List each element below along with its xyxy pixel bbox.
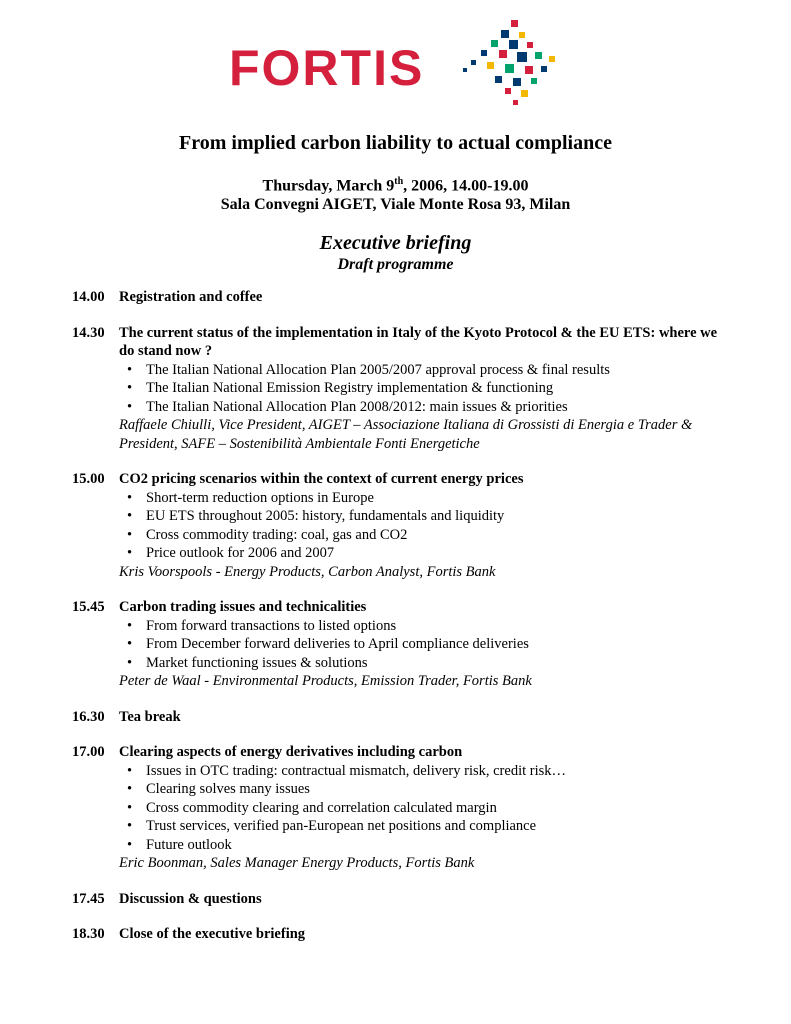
topic-item: • Cross commodity clearing and correlation calculated margin: [119, 799, 732, 818]
briefing-subtitle: Draft programme: [337, 256, 454, 273]
session-heading: [72, 743, 732, 762]
programme-agenda: [72, 288, 732, 961]
date-prefix: Thursday, March 9: [262, 177, 395, 195]
session-speaker: Eric Boonman, Sales Manager Energy Products, Fortis Bank: [119, 855, 475, 871]
session-title: CO2 pricing scenarios within the context of current energy prices: [119, 471, 524, 487]
session-body: [119, 617, 732, 691]
agenda-session: [72, 598, 732, 691]
topic-list: [119, 489, 732, 563]
session-body: [119, 361, 732, 454]
date-suffix: , 2006, 14.00-19.00: [403, 177, 529, 195]
topic-item: • The Italian National Allocation Plan 2005/2007 approval process & final results: [119, 361, 732, 380]
agenda-session: [72, 470, 732, 581]
session-body: [119, 762, 732, 873]
topic-item: • The Italian National Allocation Plan 2008/2012: main issues & priorities: [119, 398, 732, 417]
session-time: 17.45: [72, 890, 105, 907]
session-time: 14.00: [72, 289, 105, 305]
agenda-session: [72, 743, 732, 873]
session-time: 18.30: [72, 926, 105, 942]
session-title: Carbon trading issues and technicalities: [119, 599, 367, 615]
topic-item: • Short-term reduction options in Europe: [119, 489, 732, 508]
session-title: The current status of the implementation in Italy of the Kyoto Protocol & the EU ETS: where we do stand now ?: [119, 324, 718, 359]
session-speaker: Kris Voorspools - Energy Products, Carbon Analyst, Fortis Bank: [119, 563, 496, 580]
session-heading: [72, 470, 732, 489]
session-title: Close of the executive briefing: [119, 926, 306, 942]
topic-item: • Future outlook: [119, 836, 732, 855]
session-time: 14.30: [72, 324, 105, 341]
agenda-session: [72, 925, 732, 944]
topic-item: • Cross commodity trading: coal, gas and CO2: [119, 526, 732, 545]
topic-list: [119, 762, 732, 855]
date-line: [0, 176, 791, 195]
session-heading: [72, 708, 732, 727]
logo-wordmark: FORTIS: [229, 40, 425, 96]
session-heading: [72, 925, 732, 944]
topic-item: • From December forward deliveries to April compliance deliveries: [119, 635, 732, 654]
date-ordinal-suffix: th: [394, 176, 404, 187]
session-time: 15.00: [72, 471, 105, 487]
session-heading: [72, 890, 732, 909]
session-title: Clearing aspects of energy derivatives including carbon: [119, 744, 463, 760]
topic-item: • EU ETS throughout 2005: history, fundamentals and liquidity: [119, 507, 732, 526]
logo-mosaic-icon: [461, 18, 571, 108]
agenda-session: [72, 708, 732, 727]
topic-list: [119, 361, 732, 417]
topic-item: • Clearing solves many issues: [119, 780, 732, 799]
topic-item: • Price outlook for 2006 and 2007: [119, 544, 732, 563]
session-time: 15.45: [72, 599, 105, 615]
agenda-session: [72, 288, 732, 307]
fortis-logo: [229, 18, 569, 108]
session-heading: [72, 324, 732, 361]
session-body: [119, 489, 732, 582]
session-title: Registration and coffee: [119, 289, 263, 305]
topic-item: • Market functioning issues & solutions: [119, 654, 732, 673]
session-speaker: Raffaele Chiulli, Vice President, AIGET – Associazione Italiana di Grossisti di Energia e Trader & President, SAFE – Sostenibilità Ambientale Fonti Energetiche: [119, 417, 693, 452]
session-heading: [72, 598, 732, 617]
session-title: Discussion & questions: [119, 890, 262, 907]
agenda-session: [72, 890, 732, 909]
topic-item: • Trust services, verified pan-European net positions and compliance: [119, 817, 732, 836]
topic-item: • Issues in OTC trading: contractual mismatch, delivery risk, credit risk…: [119, 762, 732, 781]
topic-list: [119, 617, 732, 673]
briefing-title: Executive briefing: [319, 232, 472, 254]
venue-line: Sala Convegni AIGET, Viale Monte Rosa 93, Milan: [220, 196, 571, 213]
session-time: 16.30: [72, 708, 105, 725]
session-time: 17.00: [72, 744, 105, 760]
session-speaker: Peter de Waal - Environmental Products, Emission Trader, Fortis Bank: [119, 673, 532, 689]
agenda-session: [72, 324, 732, 454]
session-heading: [72, 288, 732, 307]
topic-item: • The Italian National Emission Registry implementation & functioning: [119, 379, 732, 398]
event-title: From implied carbon liability to actual compliance: [179, 132, 612, 154]
session-title: Tea break: [119, 708, 181, 725]
topic-item: • From forward transactions to listed options: [119, 617, 732, 636]
